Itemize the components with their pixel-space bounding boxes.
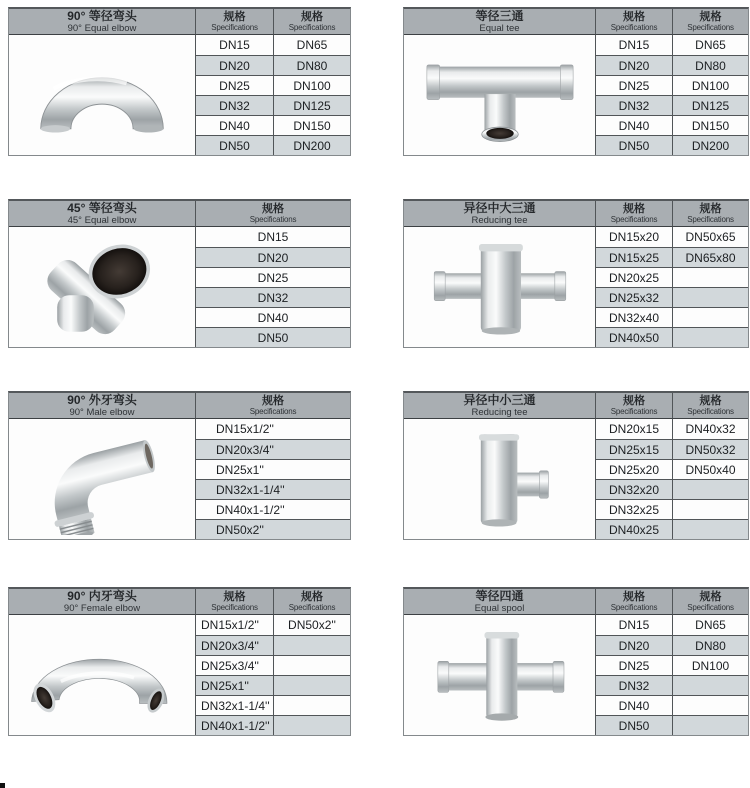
spec-cell: DN32 bbox=[595, 95, 672, 115]
spec-cell: DN50x2'' bbox=[273, 615, 350, 635]
spec-header-en: Specifications bbox=[687, 214, 734, 224]
spec-cell bbox=[672, 267, 748, 287]
spec-header-en: Specifications bbox=[249, 406, 297, 416]
spec-cell: DN200 bbox=[273, 135, 350, 155]
spec-cell: DN25 bbox=[595, 75, 672, 95]
spec-header bbox=[595, 9, 672, 35]
spec-header bbox=[672, 393, 748, 419]
spec-header-zh: 规格 bbox=[301, 10, 323, 23]
spec-cell: DN15 bbox=[595, 615, 672, 635]
section-title-zh: 90° 内牙弯头 bbox=[67, 589, 137, 603]
spec-header-zh: 规格 bbox=[699, 10, 722, 23]
spec-header-en: Specifications bbox=[288, 22, 336, 32]
spec-cell: DN50 bbox=[195, 327, 350, 347]
spec-cell: DN50x40 bbox=[672, 459, 748, 479]
spec-header bbox=[595, 393, 672, 419]
spec-cell: DN20 bbox=[595, 635, 672, 655]
spec-cell: DN65x80 bbox=[672, 247, 748, 267]
spec-cell: DN32x40 bbox=[595, 307, 672, 327]
spec-cell: DN32x25 bbox=[595, 499, 672, 519]
section-header-title bbox=[9, 9, 195, 35]
spec-header-zh: 规格 bbox=[223, 10, 246, 23]
product-photo-cell bbox=[404, 615, 595, 735]
spec-header-zh: 规格 bbox=[262, 202, 284, 215]
spec-header-zh: 规格 bbox=[699, 590, 722, 603]
spec-header bbox=[672, 589, 748, 615]
spec-header bbox=[273, 9, 350, 35]
section-title-en: Equal tee bbox=[479, 22, 520, 34]
spec-cell bbox=[273, 655, 350, 675]
spec-header-en: Specifications bbox=[610, 214, 658, 224]
section-reducing-tee-large bbox=[403, 199, 749, 348]
section-title-zh: 等径三通 bbox=[475, 9, 524, 23]
spec-cell: DN50 bbox=[595, 715, 672, 735]
spec-cell: DN150 bbox=[273, 115, 350, 135]
section-title-en: 45° Equal elbow bbox=[67, 214, 137, 226]
spec-cell: DN20 bbox=[195, 247, 350, 267]
spec-cell: DN15x1/2'' bbox=[195, 615, 273, 635]
spec-cell: DN25x3/4'' bbox=[195, 655, 273, 675]
spec-cell: DN100 bbox=[672, 655, 748, 675]
section-title-zh: 90° 外牙弯头 bbox=[67, 393, 137, 407]
spec-cell: DN32x1-1/4'' bbox=[195, 695, 273, 715]
section-equal-tee bbox=[403, 7, 749, 156]
spec-header bbox=[195, 201, 350, 227]
spec-cell: DN32 bbox=[195, 287, 350, 307]
section-90-female-elbow bbox=[8, 587, 351, 736]
spec-cell: DN50x32 bbox=[672, 439, 748, 459]
section-title-zh: 90° 等径弯头 bbox=[67, 9, 137, 23]
spec-cell: DN125 bbox=[273, 95, 350, 115]
product-photo-cell bbox=[404, 419, 595, 539]
spec-cell: DN80 bbox=[672, 635, 748, 655]
spec-cell: DN15 bbox=[195, 227, 350, 247]
spec-cell: DN25x15 bbox=[595, 439, 672, 459]
section-equal-spool bbox=[403, 587, 749, 736]
spec-cell bbox=[273, 675, 350, 695]
spec-header-zh: 规格 bbox=[223, 590, 246, 603]
spec-cell: DN50x2'' bbox=[195, 519, 350, 539]
section-header-title bbox=[404, 589, 595, 615]
spec-cell: DN40x32 bbox=[672, 419, 748, 439]
reducing-tee-large-photo bbox=[415, 231, 585, 343]
spec-cell: DN20 bbox=[595, 55, 672, 75]
spec-cell: DN20x3/4'' bbox=[195, 635, 273, 655]
spec-cell: DN20x25 bbox=[595, 267, 672, 287]
elbow-45-photo bbox=[17, 231, 187, 343]
spec-cell: DN25x1'' bbox=[195, 459, 350, 479]
spec-header-en: Specifications bbox=[687, 406, 734, 416]
spec-header-en: Specifications bbox=[211, 602, 258, 612]
spec-cell: DN65 bbox=[672, 615, 748, 635]
section-title-en: 90° Male elbow bbox=[69, 406, 135, 418]
spec-cell bbox=[273, 715, 350, 735]
spec-cell: DN20x3/4'' bbox=[195, 439, 350, 459]
spec-cell: DN40x25 bbox=[595, 519, 672, 539]
spec-cell: DN200 bbox=[672, 135, 748, 155]
spec-cell: DN15x20 bbox=[595, 227, 672, 247]
spec-cell bbox=[672, 675, 748, 695]
product-photo-cell bbox=[9, 35, 195, 155]
spec-cell: DN15 bbox=[595, 35, 672, 55]
spec-cell: DN40 bbox=[595, 115, 672, 135]
spec-cell: DN40x1-1/2'' bbox=[195, 499, 350, 519]
spec-cell bbox=[672, 479, 748, 499]
section-reducing-tee-small bbox=[403, 391, 749, 540]
product-photo-cell bbox=[404, 227, 595, 347]
spec-cell: DN25x32 bbox=[595, 287, 672, 307]
section-header-title bbox=[404, 393, 595, 419]
spec-cell bbox=[672, 695, 748, 715]
spec-cell: DN32x20 bbox=[595, 479, 672, 499]
spec-cell: DN25 bbox=[195, 267, 350, 287]
equal-tee-photo bbox=[415, 39, 585, 151]
spec-header bbox=[195, 393, 350, 419]
spec-header-en: Specifications bbox=[288, 602, 336, 612]
spec-cell: DN50x65 bbox=[672, 227, 748, 247]
equal-spool-cross-photo bbox=[415, 619, 585, 731]
spec-cell: DN100 bbox=[273, 75, 350, 95]
spec-header-en: Specifications bbox=[610, 22, 658, 32]
spec-cell: DN20x15 bbox=[595, 419, 672, 439]
page-corner-mark bbox=[0, 783, 5, 788]
spec-header bbox=[672, 9, 748, 35]
spec-cell: DN32x1-1/4'' bbox=[195, 479, 350, 499]
spec-cell: DN25 bbox=[195, 75, 273, 95]
spec-cell: DN25 bbox=[595, 655, 672, 675]
section-header-title bbox=[9, 201, 195, 227]
spec-header-en: Specifications bbox=[249, 214, 297, 224]
section-title-zh: 等径四通 bbox=[475, 589, 524, 603]
spec-cell bbox=[672, 327, 748, 347]
spec-header-zh: 规格 bbox=[623, 10, 645, 23]
spec-header-zh: 规格 bbox=[262, 394, 284, 407]
section-title-zh: 异径中小三通 bbox=[463, 393, 536, 407]
spec-cell: DN15x1/2'' bbox=[195, 419, 350, 439]
spec-cell: DN20 bbox=[195, 55, 273, 75]
spec-cell bbox=[672, 499, 748, 519]
spec-header-zh: 规格 bbox=[623, 202, 645, 215]
spec-header-en: Specifications bbox=[610, 602, 658, 612]
spec-cell: DN40x50 bbox=[595, 327, 672, 347]
spec-header-en: Specifications bbox=[211, 22, 258, 32]
spec-cell bbox=[672, 307, 748, 327]
section-title-zh: 45° 等径弯头 bbox=[67, 201, 137, 215]
spec-cell: DN40 bbox=[595, 695, 672, 715]
product-photo-cell bbox=[9, 227, 195, 347]
spec-header bbox=[273, 589, 350, 615]
spec-cell: DN40 bbox=[195, 307, 350, 327]
spec-cell: DN25x20 bbox=[595, 459, 672, 479]
spec-cell: DN65 bbox=[672, 35, 748, 55]
spec-cell: DN15x25 bbox=[595, 247, 672, 267]
spec-cell bbox=[672, 519, 748, 539]
section-90-equal-elbow bbox=[8, 7, 351, 156]
section-title-en: Reducing tee bbox=[471, 406, 528, 418]
spec-cell: DN40x1-1/2'' bbox=[195, 715, 273, 735]
section-90-male-elbow bbox=[8, 391, 351, 540]
spec-header-zh: 规格 bbox=[301, 590, 323, 603]
spec-cell: DN32 bbox=[595, 675, 672, 695]
spec-cell: DN50 bbox=[595, 135, 672, 155]
spec-cell: DN150 bbox=[672, 115, 748, 135]
section-45-equal-elbow bbox=[8, 199, 351, 348]
spec-header-zh: 规格 bbox=[699, 394, 722, 407]
product-photo-cell bbox=[9, 419, 195, 539]
section-title-en: 90° Female elbow bbox=[63, 602, 141, 614]
male-elbow-photo bbox=[17, 423, 187, 535]
section-title-en: Equal spool bbox=[474, 602, 525, 614]
spec-header-zh: 规格 bbox=[699, 202, 722, 215]
spec-cell: DN100 bbox=[672, 75, 748, 95]
elbow-90-photo bbox=[17, 39, 187, 151]
product-photo-cell bbox=[9, 615, 195, 735]
female-elbow-photo bbox=[17, 619, 187, 731]
spec-header-en: Specifications bbox=[610, 406, 658, 416]
spec-cell: DN50 bbox=[195, 135, 273, 155]
spec-header bbox=[595, 589, 672, 615]
reducing-tee-small-photo bbox=[415, 423, 585, 535]
section-header-title bbox=[9, 589, 195, 615]
section-title-zh: 异径中大三通 bbox=[463, 201, 536, 215]
spec-header-zh: 规格 bbox=[623, 394, 645, 407]
spec-header-en: Specifications bbox=[687, 22, 734, 32]
spec-cell: DN32 bbox=[195, 95, 273, 115]
product-photo-cell bbox=[404, 35, 595, 155]
spec-cell bbox=[672, 287, 748, 307]
spec-cell: DN80 bbox=[273, 55, 350, 75]
section-title-en: 90° Equal elbow bbox=[67, 22, 137, 34]
spec-cell: DN125 bbox=[672, 95, 748, 115]
spec-header bbox=[672, 201, 748, 227]
spec-cell: DN25x1'' bbox=[195, 675, 273, 695]
spec-header-zh: 规格 bbox=[623, 590, 645, 603]
spec-cell: DN80 bbox=[672, 55, 748, 75]
spec-cell: DN65 bbox=[273, 35, 350, 55]
section-title-en: Reducing tee bbox=[471, 214, 528, 226]
spec-cell bbox=[273, 635, 350, 655]
spec-cell bbox=[672, 715, 748, 735]
spec-cell: DN40 bbox=[195, 115, 273, 135]
spec-header bbox=[195, 9, 273, 35]
section-header-title bbox=[404, 201, 595, 227]
spec-header bbox=[595, 201, 672, 227]
section-header-title bbox=[404, 9, 595, 35]
spec-cell bbox=[273, 695, 350, 715]
spec-cell: DN15 bbox=[195, 35, 273, 55]
spec-header-en: Specifications bbox=[687, 602, 734, 612]
spec-header bbox=[195, 589, 273, 615]
section-header-title bbox=[9, 393, 195, 419]
